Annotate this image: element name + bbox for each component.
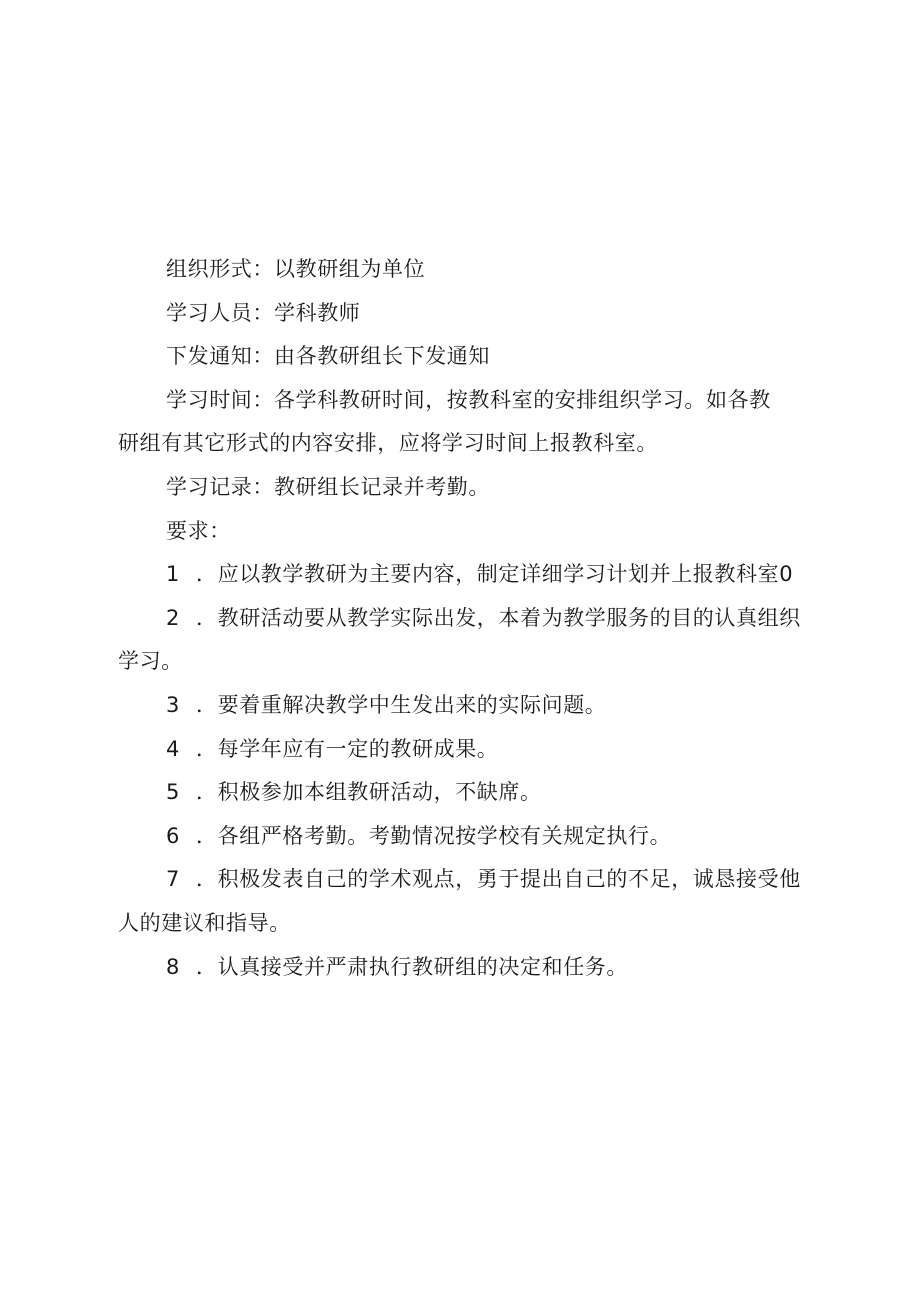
paragraph-notice: 下发通知：由各教研组长下发通知 bbox=[166, 344, 490, 369]
requirement-item-2 bbox=[118, 597, 818, 641]
requirement-number: 6 bbox=[166, 823, 180, 848]
requirement-number: 2 bbox=[166, 605, 180, 630]
paragraph-study-time: 学习时间：各学科教研时间，按教科室的安排组织学习。如各教 bbox=[166, 387, 771, 412]
requirement-text: ．各组严格考勤。考勤情况按学校有关规定执行。 bbox=[196, 823, 672, 848]
requirement-item-5 bbox=[118, 771, 818, 815]
requirement-text: ．教研活动要从教学实际出发，本着为教学服务的目的认真组织 bbox=[196, 605, 801, 630]
requirement-item-3 bbox=[118, 684, 818, 728]
requirement-item-1 bbox=[118, 553, 818, 597]
requirement-text: ．应以教学教研为主要内容，制定详细学习计划并上报教科室0 bbox=[196, 562, 794, 587]
requirement-number: 4 bbox=[166, 736, 180, 761]
requirement-item-2-cont: 学习。 bbox=[118, 649, 183, 674]
requirement-item-7-cont: 人的建议和指导。 bbox=[118, 910, 291, 935]
requirement-number: 7 bbox=[166, 867, 180, 892]
requirement-text: ．每学年应有一定的教研成果。 bbox=[196, 736, 499, 761]
paragraph-org-form: 组织形式：以教研组为单位 bbox=[166, 257, 426, 281]
requirement-text: ．积极发表自己的学术观点，勇于提出自己的不足，诚恳接受他 bbox=[196, 867, 801, 892]
requirement-text: ．积极参加本组教研活动，不缺席。 bbox=[196, 780, 542, 805]
requirement-number: 3 bbox=[166, 692, 180, 717]
requirement-number: 1 bbox=[166, 562, 180, 587]
requirement-item-6 bbox=[118, 815, 818, 859]
requirement-item-8 bbox=[118, 946, 818, 990]
paragraph-study-time-cont: 研组有其它形式的内容安排，应将学习时间上报教科室。 bbox=[118, 431, 658, 456]
requirements-heading: 要求： bbox=[166, 518, 231, 543]
document-body bbox=[118, 248, 818, 989]
paragraph-records: 学习记录：教研组长记录并考勤。 bbox=[166, 474, 490, 499]
requirement-item-7 bbox=[118, 858, 818, 902]
requirement-number: 8 bbox=[166, 954, 180, 979]
requirement-item-4 bbox=[118, 728, 818, 772]
requirement-number: 5 bbox=[166, 780, 180, 805]
requirement-text: ．认真接受并严肃执行教研组的决定和任务。 bbox=[196, 954, 628, 979]
paragraph-participants: 学习人员：学科教师 bbox=[166, 300, 361, 325]
requirement-text: ．要着重解决教学中生发出来的实际问题。 bbox=[196, 692, 607, 717]
